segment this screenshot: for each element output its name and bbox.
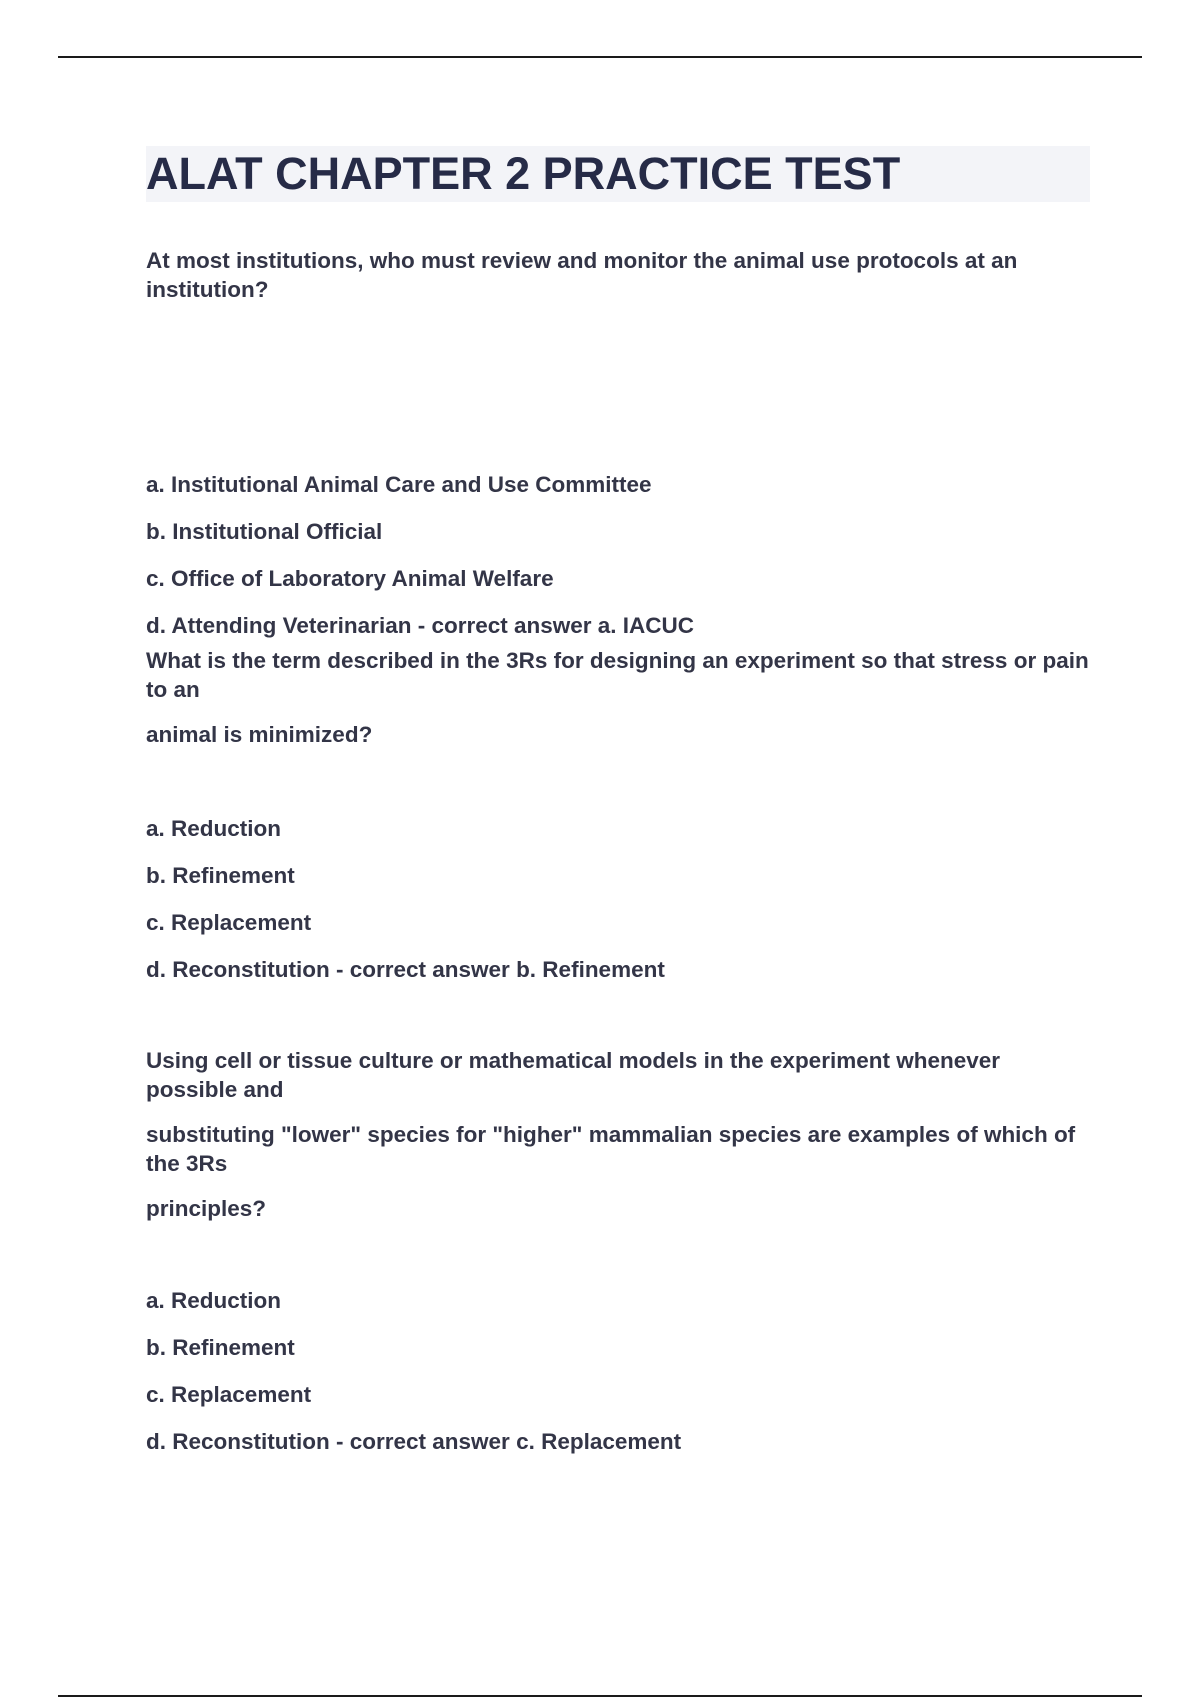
- page-title: ALAT CHAPTER 2 PRACTICE TEST: [146, 148, 901, 199]
- answer-option-b: b. Institutional Official: [146, 519, 383, 544]
- question-line: At most institutions, who must review and monitor the animal use protocols at an institution?: [146, 248, 1018, 302]
- answer-option-d: d. Attending Veterinarian - correct answer a. IACUC: [146, 613, 695, 638]
- question-text: [146, 646, 1090, 749]
- question-text: [146, 1046, 1090, 1223]
- answer-option-a: a. Reduction: [146, 816, 282, 841]
- bottom-rule: [58, 1695, 1142, 1697]
- answer-option-c: c. Replacement: [146, 910, 312, 935]
- answer-option-b: b. Refinement: [146, 863, 295, 888]
- question-line: substituting "lower" species for "higher" mammalian species are examples of which of the 3Rs: [146, 1122, 1076, 1176]
- answer-option-c: c. Office of Laboratory Animal Welfare: [146, 566, 554, 591]
- document-content: [146, 146, 1090, 1454]
- answer-options: [146, 1286, 681, 1474]
- question-1: [146, 246, 1090, 638]
- question-line: Using cell or tissue culture or mathematical models in the experiment whenever possible and: [146, 1048, 1001, 1102]
- question-3: [146, 1046, 1090, 1454]
- answer-options: [146, 470, 694, 658]
- answer-option-c: c. Replacement: [146, 1382, 312, 1407]
- title-band: [146, 146, 1090, 202]
- question-line: principles?: [146, 1196, 267, 1221]
- question-line: What is the term described in the 3Rs for designing an experiment so that stress or pain to an: [146, 648, 1089, 702]
- answer-option-a: a. Institutional Animal Care and Use Committee: [146, 472, 652, 497]
- answer-option-a: a. Reduction: [146, 1288, 282, 1313]
- question-text: [146, 246, 1090, 304]
- answer-option-d: d. Reconstitution - correct answer c. Replacement: [146, 1429, 682, 1454]
- question-line: animal is minimized?: [146, 722, 373, 747]
- question-2: [146, 646, 1090, 982]
- answer-options: [146, 814, 665, 1002]
- answer-option-d: d. Reconstitution - correct answer b. Refinement: [146, 957, 665, 982]
- answer-option-b: b. Refinement: [146, 1335, 295, 1360]
- top-rule: [58, 56, 1142, 58]
